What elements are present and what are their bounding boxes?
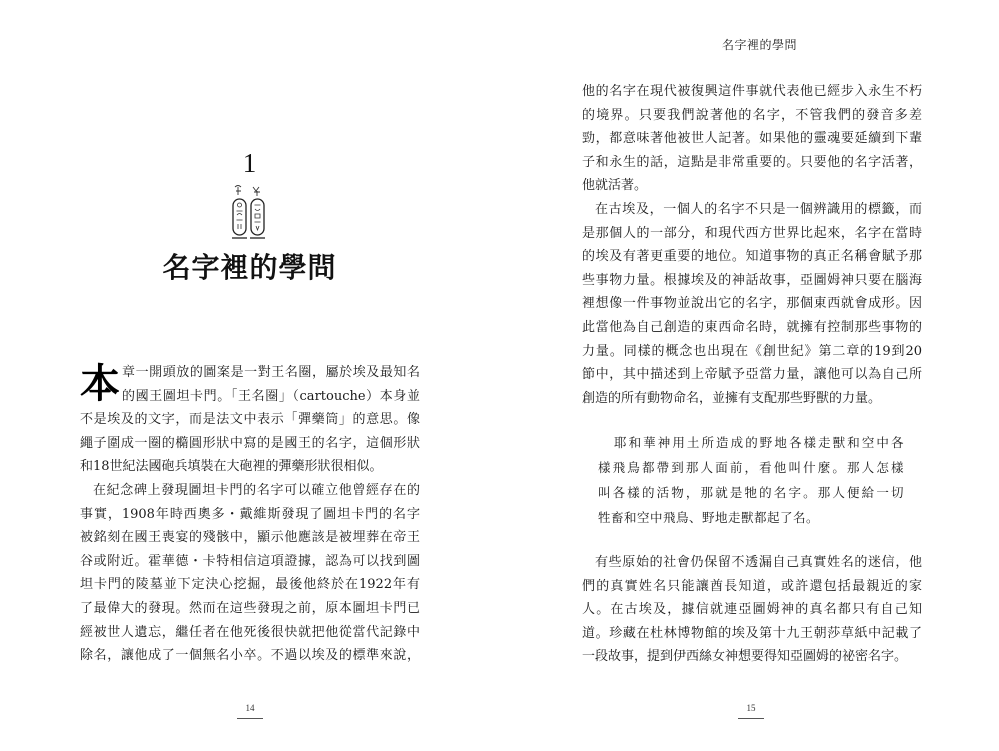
right-body-text xyxy=(582,80,922,410)
text-line: 的境界。只要我們說著他的名字，不管我們的發音多差 xyxy=(582,107,922,123)
text-line: 道。珍藏在杜林博物館的埃及第十九王朝莎草紙中記載了 xyxy=(582,625,922,641)
text-line: 子和永生的話，這點是非常重要的。只要他的名字活著， xyxy=(582,154,922,170)
quote-line: 樣飛鳥都帶到那人面前，看他叫什麼。那人怎樣 xyxy=(598,460,904,475)
block-quote xyxy=(598,430,904,530)
text-line: 人。在古埃及，據信就連亞圖姆神的真名都只有自己知 xyxy=(582,602,922,618)
text-line: 被銘刻在國王喪宴的殘骸中，顯示他應該是被埋葬在帝王 xyxy=(80,530,420,546)
text-line: 除名，讓他成了一個無名小卒。不過以埃及的標準來說， xyxy=(80,648,420,664)
quote-line: 牲畜和空中飛鳥、野地走獸都起了名。 xyxy=(598,510,820,525)
page-number-right: 15 xyxy=(746,703,756,713)
text-line: 們的真實姓名只能讓酋長知道，或許還包括最親近的家 xyxy=(582,578,922,594)
text-line: 勁，都意味著他被世人記著。如果他的靈魂要延續到下輩 xyxy=(582,131,922,147)
text-line: 的國王圖坦卡門。「王名圈」（cartouche）本身並 xyxy=(122,388,420,404)
text-line: 谷或附近。霍華德・卡特相信這項證據，認為可以找到圖 xyxy=(80,553,420,569)
text-line: 些事物力量。根據埃及的神話故事，亞圖姆神只要在腦海 xyxy=(582,272,922,288)
text-line: 事實，1908年時西奧多・戴維斯發現了圖坦卡門的名字 xyxy=(80,506,420,522)
text-line: 一段故事，提到伊西絲女神想要得知亞圖姆的祕密名字。 xyxy=(582,649,908,665)
right-body-text-2 xyxy=(582,551,922,669)
folio-rule xyxy=(237,718,263,719)
text-line: 創造的所有動物命名，並擁有支配那些野獸的力量。 xyxy=(582,390,882,406)
cartouche-emblem-icon xyxy=(229,183,269,243)
chapter-number: 1 xyxy=(242,148,257,178)
text-line: 有些原始的社會仍保留不透漏自己真實姓名的迷信，他 xyxy=(595,555,922,570)
chapter-title: 名字裡的學問 xyxy=(162,251,337,284)
dropcap: 本 xyxy=(80,361,120,407)
text-line: 力量。同樣的概念也出現在《創世紀》第二章的19到20 xyxy=(582,343,922,359)
text-line: 在古埃及，一個人的名字不只是一個辨識用的標籤，而 xyxy=(595,201,922,217)
folio-rule xyxy=(738,718,764,719)
quote-line: 叫各樣的活物，那就是牠的名字。那人便給一切 xyxy=(598,485,904,500)
text-line: 了最偉大的發現。然而在這些發現之前，原本圖坦卡門已 xyxy=(80,600,420,616)
text-line: 他的名字在現代被復興這件事就代表他已經步入永生不朽 xyxy=(582,84,922,99)
text-line: 節中，其中描述到上帝賦予亞當力量，讓他可以為自己所 xyxy=(582,367,922,383)
left-body-text xyxy=(80,361,420,668)
text-line: 他就活著。 xyxy=(582,178,648,194)
text-line: 繩子圍成一圈的橢圓形狀中寫的是國王的名字，這個形狀 xyxy=(80,435,420,451)
quote-line: 耶和華神用土所造成的野地各樣走獸和空中各 xyxy=(614,435,904,450)
text-line: 章一開頭放的圖案是一對王名圈，屬於埃及最知名 xyxy=(122,365,420,380)
text-line: 裡想像一件事物並說出它的名字，那個東西就會成形。因 xyxy=(582,296,922,312)
text-line: 和18世紀法國砲兵填裝在大砲裡的彈藥形狀很相似。 xyxy=(80,459,383,475)
page-number-left: 14 xyxy=(245,703,255,713)
text-line: 是那個人的一部分，和現代西方世界比起來，名字在當時 xyxy=(582,225,922,241)
running-head: 名字裡的學問 xyxy=(722,38,798,52)
text-line: 在紀念碑上發現圖坦卡門的名字可以確立他曾經存在的 xyxy=(93,482,420,498)
text-line: 此當他為自己創造的東西命名時，就擁有控制那些事物的 xyxy=(582,319,922,335)
text-line: 的埃及有著更重要的地位。知道事物的真正名稱會賦予那 xyxy=(582,249,922,265)
text-line: 坦卡門的陵墓並下定決心挖掘，最後他終於在1922年有 xyxy=(80,577,420,593)
text-line: 經被世人遺忘，繼任者在他死後很快就把他從當代記錄中 xyxy=(80,624,420,640)
text-line: 不是埃及的文字，而是法文中表示「彈藥筒」的意思。像 xyxy=(80,412,420,428)
